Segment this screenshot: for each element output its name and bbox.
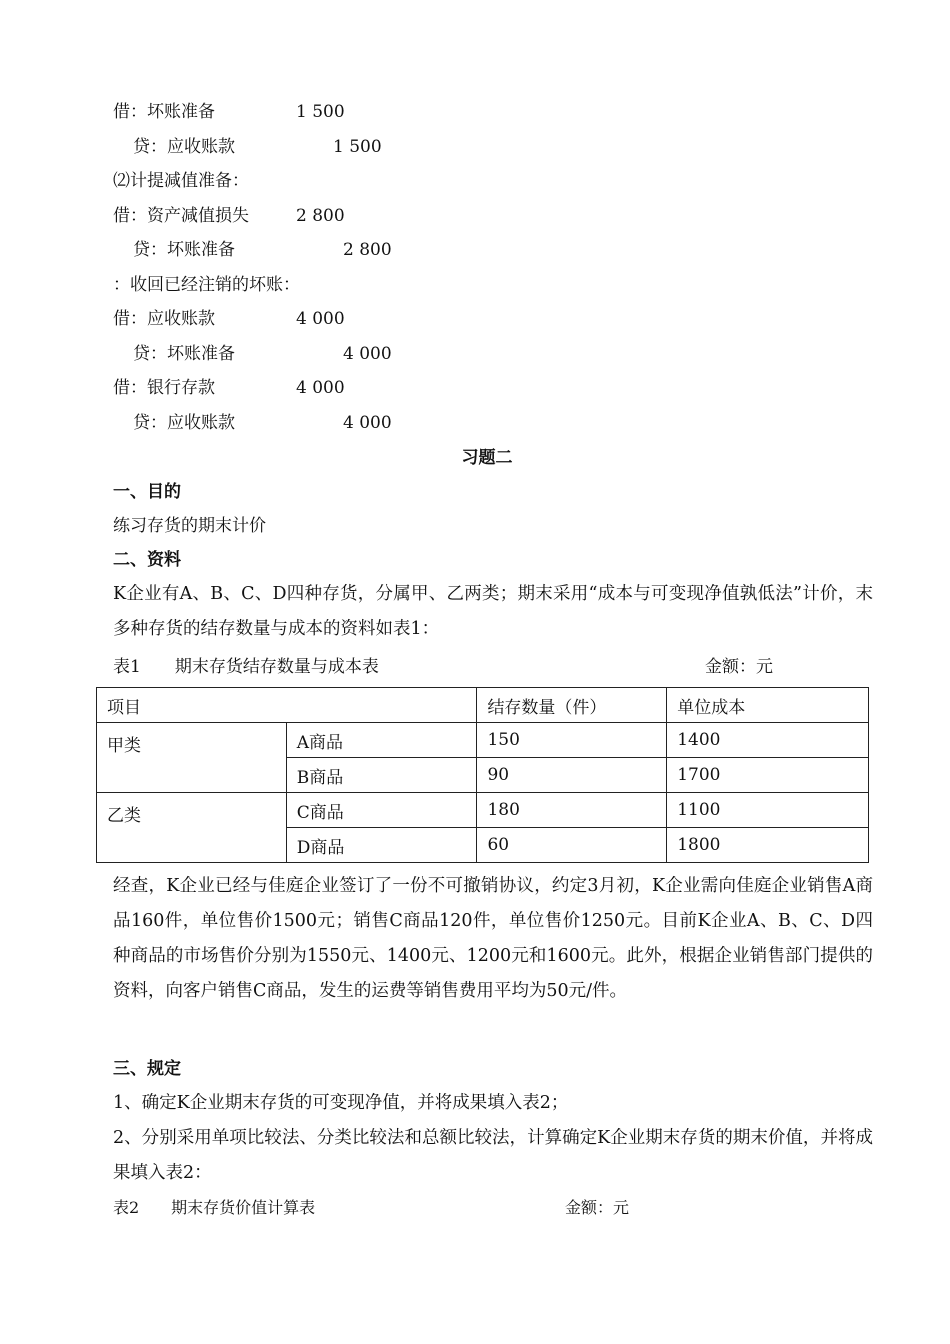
table-header-row [97, 688, 869, 723]
journal-line [113, 307, 345, 331]
category-cell: 甲类 [97, 723, 287, 793]
table2-caption: 表2 期末存货价值计算表 [113, 1198, 316, 1217]
table-row [97, 723, 869, 758]
journal-account: 借：应收账款 [113, 309, 215, 329]
section-heading: 二、资料 [113, 550, 181, 570]
table1-caption: 表1 期末存货结存数量与成本表 [113, 657, 379, 677]
journal-account: 借：坏账准备 [113, 102, 215, 122]
journal-amount: 4 000 [343, 413, 392, 433]
item-cell: C商品 [286, 793, 477, 828]
journal-line [133, 135, 382, 159]
category-cell: 乙类 [97, 793, 287, 863]
item-cell: B商品 [286, 758, 477, 793]
journal-amount: 4 000 [343, 344, 392, 364]
cost-cell: 1800 [667, 828, 869, 863]
requirement-item: 1、确定K企业期末存货的可变现净值，并将成果填入表2； [113, 1093, 569, 1113]
journal-account: 贷：应收账款 [133, 413, 235, 433]
materials-paragraph: K企业有A、B、C、D四种存货，分属甲、乙两类；期末采用“成本与可变现净值孰低法”计价，末多种存货的结存数量与成本的资料如表1： [113, 584, 873, 639]
journal-amount: 1 500 [333, 137, 382, 157]
header-cell: 单位成本 [667, 688, 869, 723]
table1-unit: 金额：元 [705, 657, 773, 677]
journal-heading: ：收回已经注销的坏账： [113, 275, 300, 295]
journal-amount: 4 000 [296, 378, 345, 398]
cost-cell: 1100 [667, 793, 869, 828]
journal-line [133, 238, 392, 262]
journal-amount: 2 800 [343, 240, 392, 260]
qty-cell: 90 [477, 758, 667, 793]
table2-unit: 金额：元 [565, 1198, 630, 1217]
journal-amount: 2 800 [296, 206, 345, 226]
exercise-title: 习题二 [461, 448, 513, 468]
journal-account: 借：银行存款 [113, 378, 215, 398]
header-cell: 项目 [97, 688, 477, 723]
journal-line [113, 204, 345, 228]
item-cell: A商品 [286, 723, 477, 758]
journal-account: 贷：坏账准备 [133, 240, 235, 260]
journal-account: 借：资产减值损失 [113, 206, 249, 226]
qty-cell: 180 [477, 793, 667, 828]
journal-line [133, 411, 392, 435]
section-body: 练习存货的期末计价 [113, 516, 266, 536]
journal-line [113, 376, 345, 400]
section-heading: 三、规定 [113, 1059, 181, 1079]
journal-line [113, 100, 345, 124]
qty-cell: 60 [477, 828, 667, 863]
cost-cell: 1700 [667, 758, 869, 793]
section-heading: 一、目的 [113, 482, 181, 502]
qty-cell: 150 [477, 723, 667, 758]
journal-amount: 4 000 [296, 309, 345, 329]
cost-cell: 1400 [667, 723, 869, 758]
journal-account: 贷：坏账准备 [133, 344, 235, 364]
journal-line [133, 342, 392, 366]
check-paragraph: 经查，K企业已经与佳庭企业签订了一份不可撤销协议，约定3月初，K企业需向佳庭企业销售A商品160件，单位售价1500元；销售C商品120件，单位售价1250元。目前K企业A、B、C、D四种商品的市场售价分别为1550元、1400元、1200元和1600元。此外，根据企业销售部门提供的资料，向客户销售C商品，发生的运费等销售费用平均为50元/件。 [113, 876, 873, 1001]
inventory-table [96, 687, 869, 863]
journal-account: 贷：应收账款 [133, 137, 235, 157]
table-row [97, 793, 869, 828]
header-cell: 结存数量（件） [477, 688, 667, 723]
journal-amount: 1 500 [296, 102, 345, 122]
journal-heading: ⑵计提减值准备： [113, 171, 249, 191]
item-cell: D商品 [286, 828, 477, 863]
requirement-item: 2、分别采用单项比较法、分类比较法和总额比较法，计算确定K企业期末存货的期末价值，并将成果填入表2： [113, 1128, 873, 1183]
